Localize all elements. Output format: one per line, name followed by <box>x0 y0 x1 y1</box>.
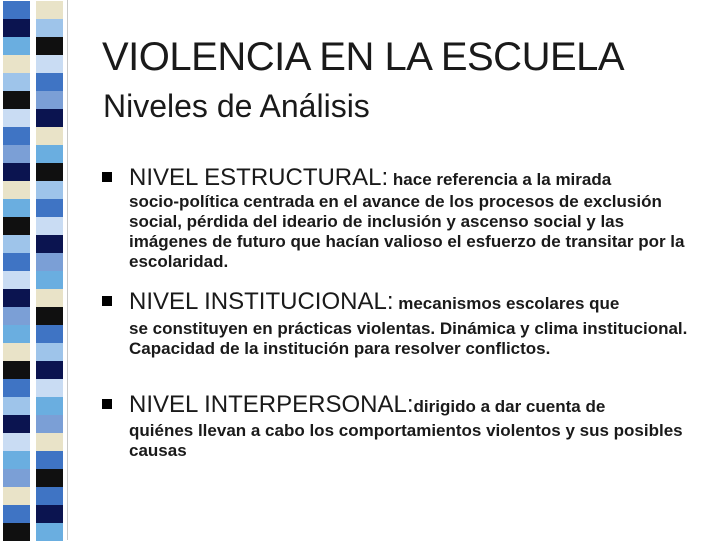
stripe-block <box>36 217 63 235</box>
item-body-text: quiénes llevan a cabo los comportamientos violentos y sus posibles causas <box>129 421 683 460</box>
item-heading: NIVEL ESTRUCTURAL: <box>129 164 389 191</box>
stripe-block <box>3 397 30 415</box>
stripe-block <box>36 487 63 505</box>
stripe-block <box>36 469 63 487</box>
stripe-block <box>36 235 63 253</box>
stripe-block <box>3 1 30 19</box>
stripe-block <box>3 19 30 37</box>
stripe-block <box>3 361 30 379</box>
stripe-block <box>3 505 30 523</box>
stripe-block <box>36 505 63 523</box>
stripe-block <box>36 55 63 73</box>
stripe-block <box>3 145 30 163</box>
stripe-block <box>36 145 63 163</box>
stripe-block <box>3 433 30 451</box>
stripe-block <box>3 469 30 487</box>
stripe-block <box>36 379 63 397</box>
stripe-block <box>3 109 30 127</box>
stripe-block <box>3 451 30 469</box>
stripe-block <box>36 343 63 361</box>
item-body-text: socio-política centrada en el avance de los procesos de exclusión social, pérdida del ideario de inclusión y ascenso social y las imágenes de futuro que hacían valioso el esfuerzo de transitar por la escolaridad. <box>129 192 685 271</box>
stripe-block <box>36 415 63 433</box>
stripe-block <box>3 73 30 91</box>
stripe-block <box>36 91 63 109</box>
stripe-block <box>3 343 30 361</box>
stripe-block <box>3 289 30 307</box>
stripe-block <box>36 127 63 145</box>
item-lead-text: mecanismos escolares que <box>393 294 620 313</box>
stripe-block <box>3 379 30 397</box>
stripe-block <box>3 253 30 271</box>
slide-title: VIOLENCIA EN LA ESCUELA <box>102 35 625 79</box>
stripe-block <box>3 91 30 109</box>
stripe-block <box>36 523 63 541</box>
stripe-block <box>3 55 30 73</box>
square-bullet-icon <box>102 296 112 306</box>
square-bullet-icon <box>102 172 112 182</box>
stripe-block <box>36 271 63 289</box>
stripe-block <box>36 451 63 469</box>
item-heading: NIVEL INSTITUCIONAL: <box>129 288 394 315</box>
stripe-block <box>36 109 63 127</box>
square-bullet-icon <box>102 399 112 409</box>
stripe-block <box>3 487 30 505</box>
stripe-block <box>36 289 63 307</box>
stripe-block <box>36 19 63 37</box>
stripe-block <box>36 163 63 181</box>
stripe-block <box>3 181 30 199</box>
stripe-block <box>3 523 30 541</box>
item-heading: NIVEL INTERPERSONAL: <box>129 391 414 418</box>
slide-subtitle: Niveles de Análisis <box>103 88 370 124</box>
stripe-block <box>36 253 63 271</box>
stripe-block <box>3 271 30 289</box>
stripe-block <box>3 217 30 235</box>
stripe-block <box>3 307 30 325</box>
stripe-block <box>3 37 30 55</box>
stripe-block <box>36 181 63 199</box>
stripe-block <box>3 415 30 433</box>
stripe-block <box>36 433 63 451</box>
stripe-block <box>36 1 63 19</box>
stripe-block <box>36 199 63 217</box>
stripe-block <box>36 361 63 379</box>
stripe-block <box>3 163 30 181</box>
stripe-block <box>36 307 63 325</box>
item-lead-text: hace referencia a la mirada <box>388 170 612 189</box>
stripe-block <box>36 325 63 343</box>
stripe-block <box>36 73 63 91</box>
stripe-block <box>3 127 30 145</box>
stripe-block <box>3 199 30 217</box>
stripe-block <box>3 235 30 253</box>
stripe-block <box>3 325 30 343</box>
stripe-block <box>36 37 63 55</box>
item-lead-text: dirigido a dar cuenta de <box>413 397 606 416</box>
item-body-text: se constituyen en prácticas violentas. Dinámica y clima institucional. Capacidad de la institución para resolver conflictos. <box>129 319 688 358</box>
stripe-block <box>36 397 63 415</box>
decorative-stripe <box>0 0 68 540</box>
